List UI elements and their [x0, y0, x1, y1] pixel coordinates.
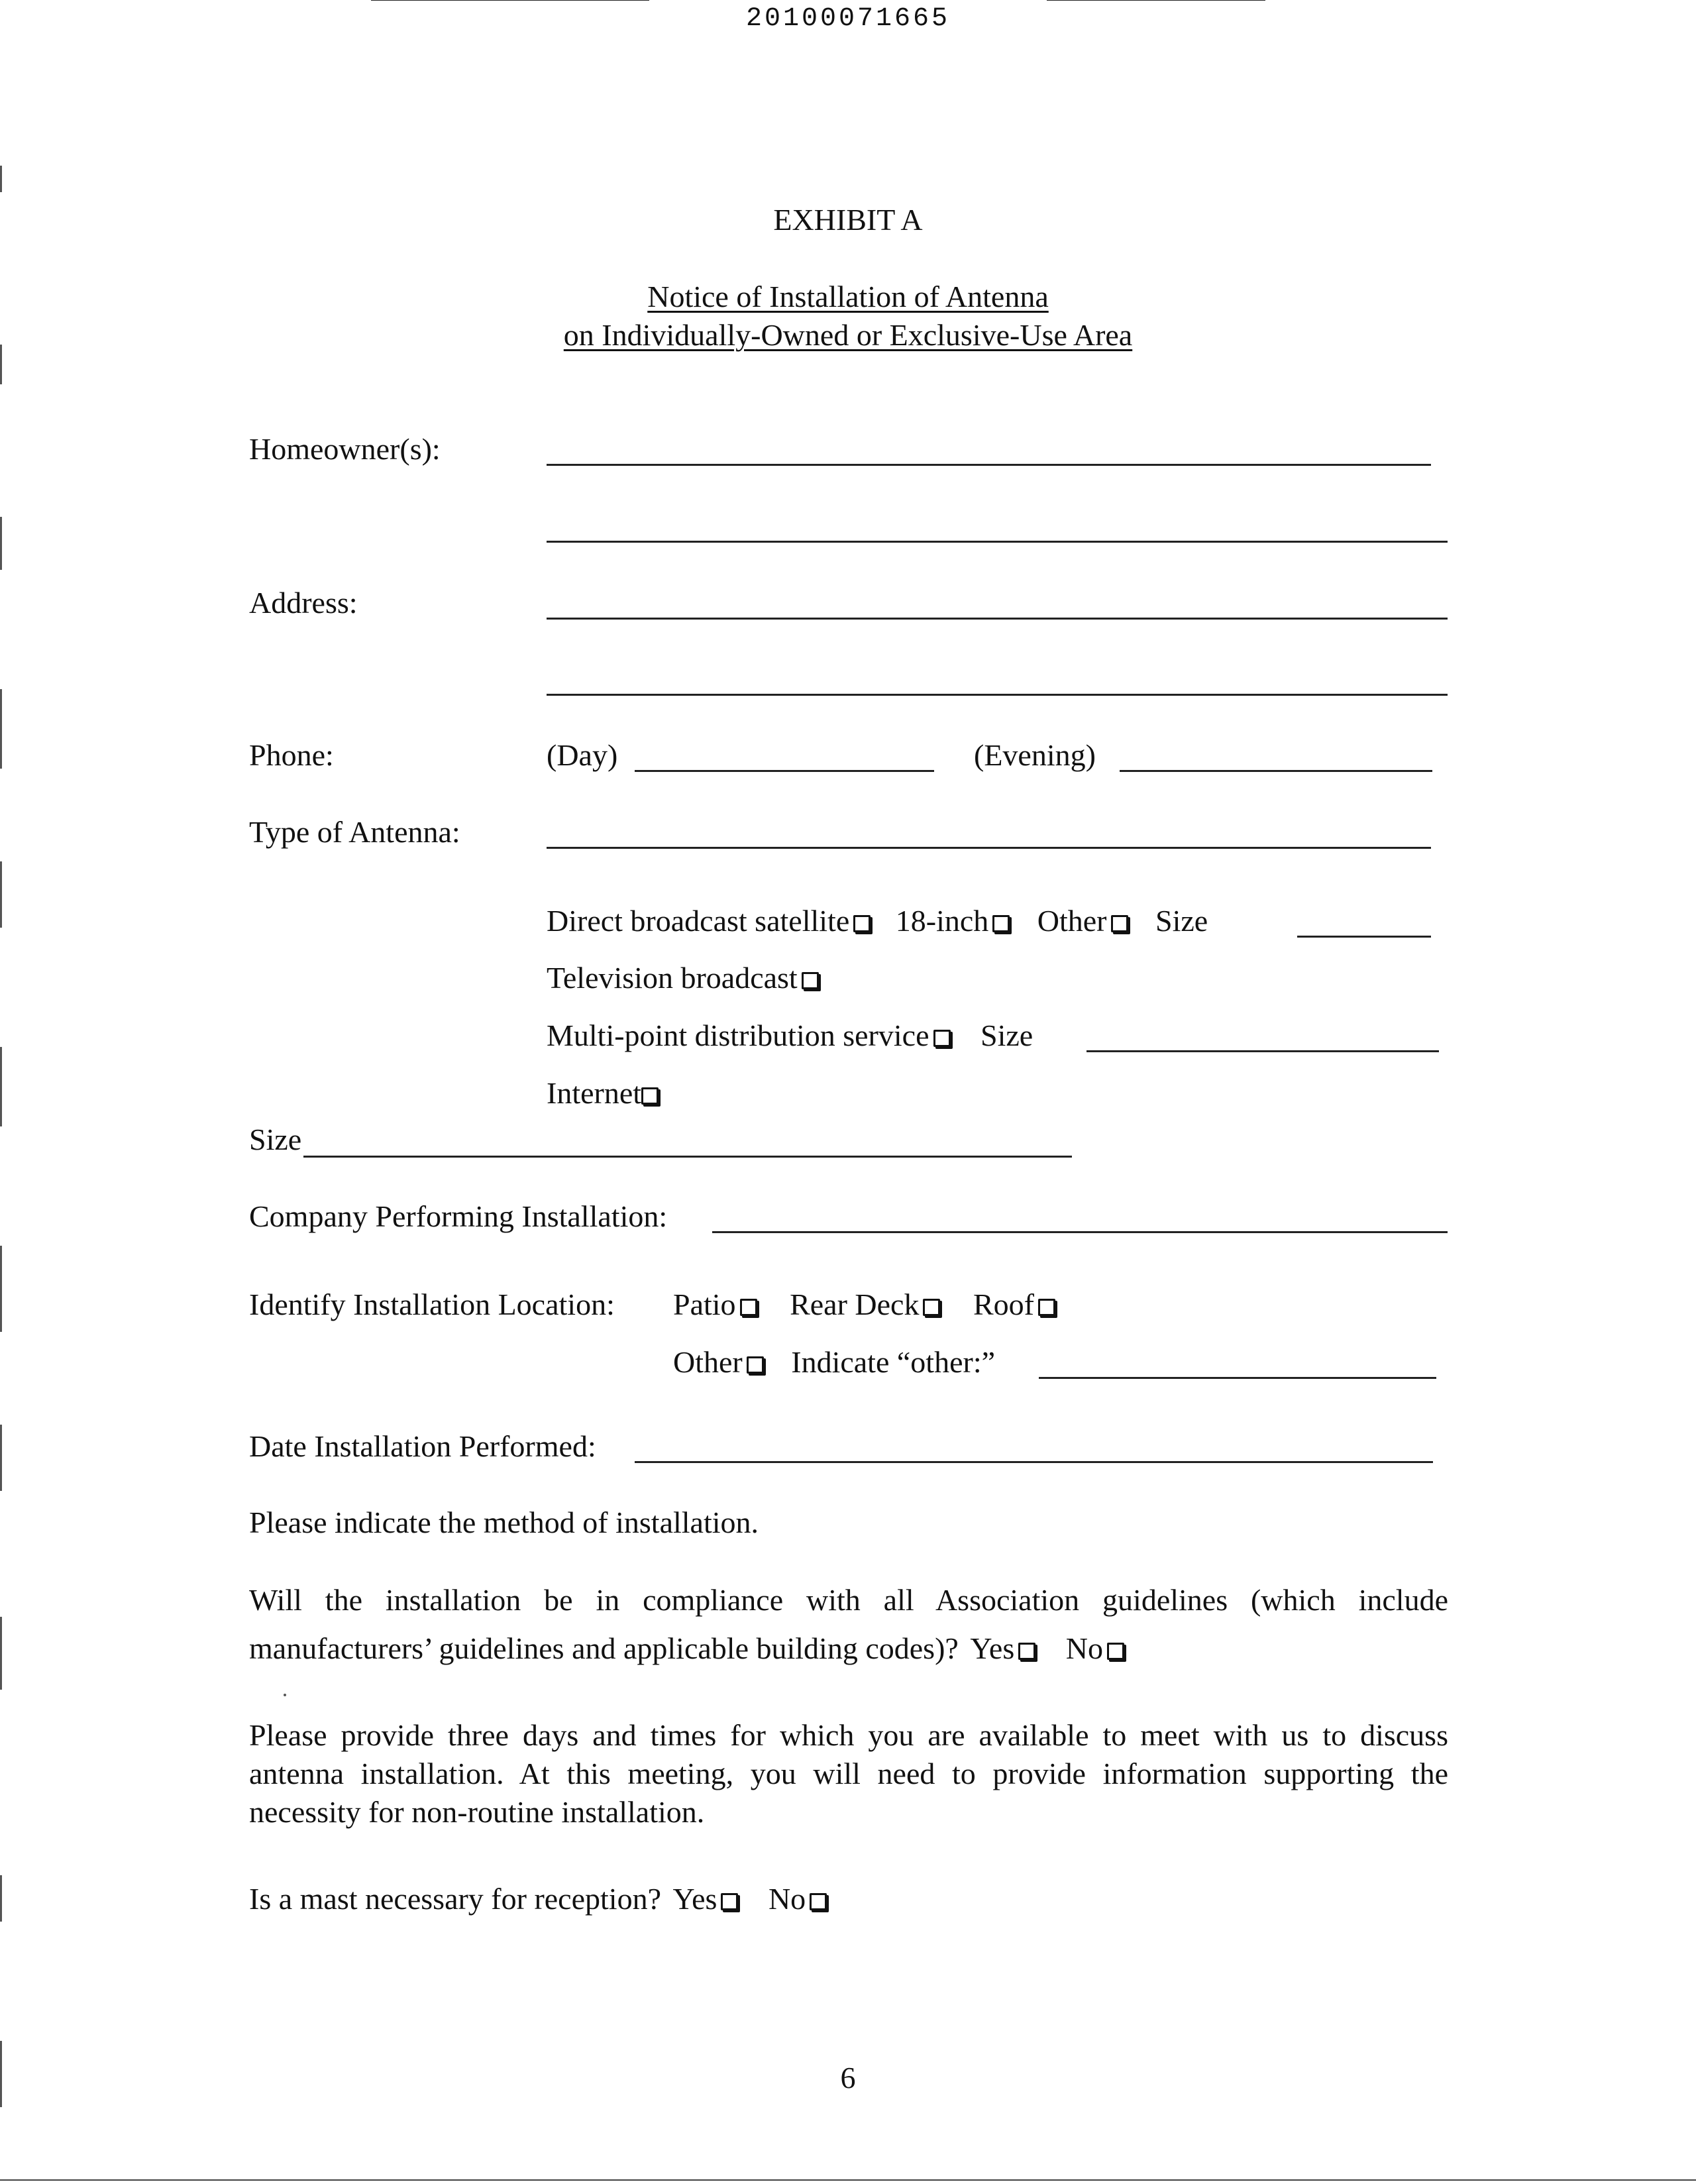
- rear-deck-checkbox[interactable]: [923, 1299, 940, 1316]
- homeowners-line-2[interactable]: [547, 541, 1448, 543]
- exhibit-title: EXHIBIT A: [773, 203, 923, 237]
- company-line[interactable]: [712, 1231, 1448, 1233]
- internet-label: Internet: [547, 1076, 642, 1110]
- date-line[interactable]: [635, 1461, 1433, 1463]
- mast-no-label: No: [768, 1882, 806, 1916]
- scan-margin-mark: [0, 166, 2, 192]
- compliance-no-checkbox[interactable]: [1107, 1643, 1124, 1660]
- other-location-checkbox[interactable]: [747, 1356, 764, 1374]
- address-label: Address:: [249, 586, 358, 620]
- date-label: Date Installation Performed:: [249, 1429, 596, 1463]
- internet-checkbox[interactable]: [641, 1087, 659, 1105]
- rear-deck-label: Rear Deck: [790, 1287, 920, 1321]
- antenna-type-line[interactable]: [547, 847, 1431, 849]
- mast-question: Is a mast necessary for reception?: [249, 1882, 661, 1916]
- phone-day-label: (Day): [547, 738, 618, 772]
- scan-margin-mark: [0, 1047, 2, 1126]
- compliance-yes-checkbox[interactable]: [1018, 1643, 1035, 1660]
- phone-label: Phone:: [249, 738, 334, 772]
- meeting-paragraph: Please provide three days and times for which you are available to meet with us to discuss antenna installation. At this meeting, you will need to provide information supporting the necessity for non-routine installation.: [249, 1718, 1448, 1829]
- size-label: Size: [249, 1122, 302, 1156]
- roof-label: Roof: [973, 1287, 1034, 1321]
- mmds-size-label: Size: [980, 1018, 1034, 1052]
- eighteen-inch-checkbox[interactable]: [992, 915, 1010, 932]
- mast-question-row: [249, 1881, 827, 1918]
- other-location-label: Other: [673, 1345, 743, 1379]
- dbs-label: Direct broadcast satellite: [547, 904, 850, 938]
- eighteen-inch-label: 18-inch: [895, 904, 989, 938]
- mast-yes-label: Yes: [672, 1882, 717, 1916]
- scan-margin-mark: [0, 1617, 2, 1690]
- scan-margin-mark: [0, 345, 2, 384]
- location-options-row-2: [673, 1344, 995, 1381]
- other-antenna-label: Other: [1037, 904, 1107, 938]
- mmds-checkbox[interactable]: [933, 1030, 951, 1047]
- antenna-type-label: Type of Antenna:: [249, 815, 460, 849]
- scan-edge-line: [1047, 0, 1265, 1]
- mast-yes-checkbox[interactable]: [721, 1893, 738, 1910]
- size-line[interactable]: [303, 1156, 1072, 1158]
- company-label: Company Performing Installation:: [249, 1199, 668, 1233]
- dbs-size-label: Size: [1155, 904, 1208, 938]
- mmds-label: Multi-point distribution service: [547, 1018, 929, 1052]
- scan-margin-mark: [0, 1246, 2, 1332]
- indicate-other-line[interactable]: [1039, 1377, 1436, 1379]
- location-label: Identify Installation Location:: [249, 1287, 615, 1321]
- address-line-2[interactable]: [547, 694, 1448, 696]
- other-antenna-checkbox[interactable]: [1111, 915, 1128, 932]
- scan-margin-mark: [0, 1875, 2, 1922]
- antenna-options-row-2: [547, 959, 819, 997]
- indicate-other-label: Indicate “other:”: [791, 1345, 996, 1379]
- tv-broadcast-checkbox[interactable]: [802, 972, 819, 989]
- phone-evening-line[interactable]: [1120, 770, 1432, 772]
- scan-margin-mark: [0, 2041, 2, 2107]
- antenna-options-row-3: [547, 1017, 1033, 1054]
- homeowners-line-1[interactable]: [547, 464, 1431, 466]
- roof-checkbox[interactable]: [1038, 1299, 1055, 1316]
- antenna-options-row-1: [547, 902, 1208, 940]
- address-line-1[interactable]: [547, 618, 1448, 620]
- compliance-no-label: No: [1065, 1631, 1103, 1665]
- document-number: 20100071665: [745, 4, 951, 34]
- scan-edge-line: [371, 0, 649, 1]
- page-number: 6: [840, 2061, 856, 2095]
- notice-subtitle-line2: on Individually-Owned or Exclusive-Use Area: [563, 318, 1133, 352]
- mmds-size-line[interactable]: [1086, 1050, 1439, 1052]
- scan-margin-mark: [0, 517, 2, 570]
- scan-bottom-line: [0, 2179, 1696, 2181]
- compliance-line-1: Will the installation be in compliance with all Association guidelines (which include: [249, 1583, 1448, 1617]
- scan-margin-mark: [0, 861, 2, 928]
- compliance-line-2: [249, 1630, 1124, 1667]
- compliance-question: manufacturers’ guidelines and applicable building codes)?: [249, 1631, 959, 1665]
- location-options-row-1: [673, 1286, 1055, 1323]
- scan-margin-mark: [0, 1425, 2, 1491]
- compliance-yes-label: Yes: [970, 1631, 1015, 1665]
- phone-day-line[interactable]: [635, 770, 934, 772]
- antenna-options-row-4: [547, 1075, 659, 1112]
- mast-no-checkbox[interactable]: [810, 1893, 827, 1910]
- patio-checkbox[interactable]: [740, 1299, 757, 1316]
- phone-evening-label: (Evening): [974, 738, 1096, 772]
- dbs-checkbox[interactable]: [853, 915, 871, 932]
- scan-margin-mark: [0, 689, 2, 769]
- notice-subtitle-line1: Notice of Installation of Antenna: [647, 280, 1049, 313]
- patio-label: Patio: [673, 1287, 736, 1321]
- tv-broadcast-label: Television broadcast: [547, 961, 798, 995]
- method-text: Please indicate the method of installation.: [249, 1505, 759, 1539]
- dbs-size-line[interactable]: [1297, 936, 1431, 938]
- homeowners-label: Homeowner(s):: [249, 432, 441, 466]
- scan-speck: [284, 1694, 286, 1696]
